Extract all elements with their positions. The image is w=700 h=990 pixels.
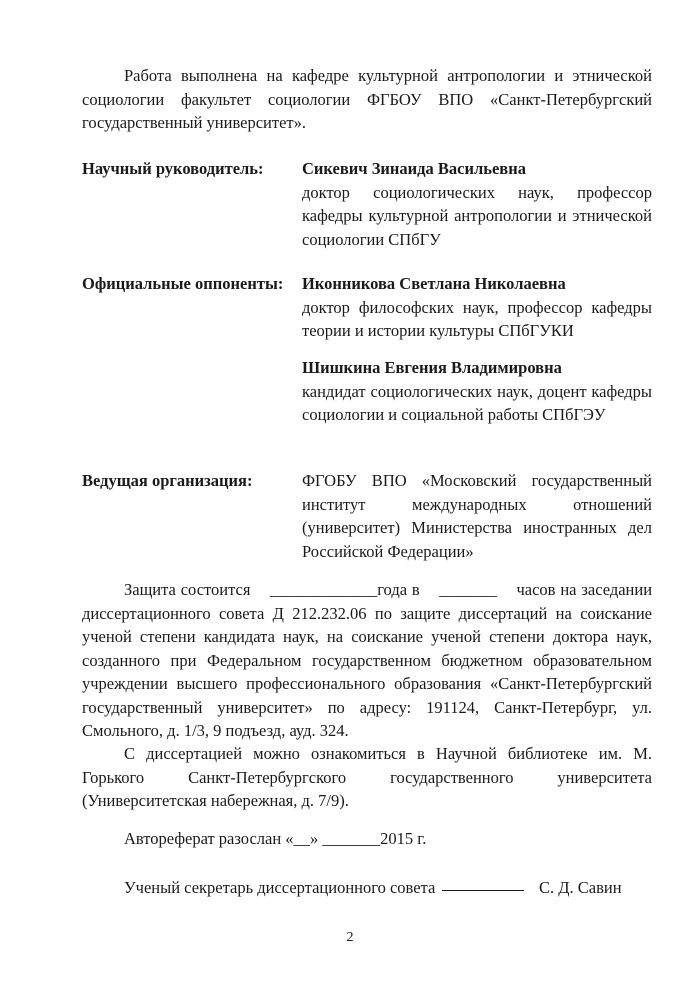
defense-mid: года в (377, 580, 420, 599)
defense-prefix: Защита состоится (124, 580, 251, 599)
secretary-label: Ученый секретарь диссертационного совета (124, 878, 436, 897)
supervisor-desc: доктор социологических наук, профессор кафедры культурной антропологии и этнической социологии СПбГУ (302, 182, 652, 249)
page-number: 2 (346, 930, 354, 945)
opponent-desc: доктор философских наук, профессор кафедры теории и истории культуры СПбГУКИ (302, 297, 652, 340)
opponent-name: Иконникова Светлана Николаевна (302, 274, 566, 293)
library-paragraph: С диссертацией можно ознакомиться в Научной библиотеке им. М. Горького Санкт-Петербургского государственного университета (Университетская набережная, д. 7/9). (82, 744, 652, 810)
defense-hour-blank: _______ (439, 580, 497, 599)
defense-paragraph (82, 578, 652, 743)
lead-org-desc: ФГОБУ ВПО «Московский государственный институт международных отношений (университет) Министерства иностранных дел Российской Федерации» (302, 471, 652, 561)
signature-line (442, 876, 524, 891)
opponent-desc: кандидат социологических наук, доцент кафедры социологии и социальной работы СПбГЭУ (302, 381, 652, 424)
abstract-sent-line: Автореферат разослан «__» _______2015 г. (124, 829, 427, 848)
defense-date-blank: _____________ (269, 580, 378, 599)
intro-paragraph: Работа выполнена на кафедре культурной антропологии и этнической социологии факультет социологии ФГБОУ ВПО «Санкт-Петербургский государственный университет». (82, 66, 652, 132)
supervisor-block (302, 157, 652, 251)
secretary-line (124, 876, 634, 900)
lead-org-block (302, 469, 652, 563)
supervisor-label: Научный руководитель: (82, 159, 264, 178)
lead-org-label: Ведущая организация: (82, 471, 253, 490)
supervisor-name: Сикевич Зинаида Васильевна (302, 159, 526, 178)
opponents-label: Официальные оппоненты: (82, 274, 284, 293)
opponent-block-1 (302, 272, 652, 343)
opponent-block-2 (302, 356, 652, 427)
defense-rest: часов на заседании диссертационного совета Д 212.232.06 по защите диссертаций на соискание ученой степени кандидата наук, на соискание ученой степени доктора наук, созданного при Федеральном государственном бюджетном образовательном учреждении высшего профессионального образования «Санкт-Петербургский государственный университет» по адресу: 191124, Санкт-Петербург, ул. Смольного, д. 1/3, 9 подъезд, ауд. 324. (82, 580, 653, 740)
secretary-name: С. Д. Савин (539, 878, 622, 897)
opponent-name: Шишкина Евгения Владимировна (302, 358, 562, 377)
